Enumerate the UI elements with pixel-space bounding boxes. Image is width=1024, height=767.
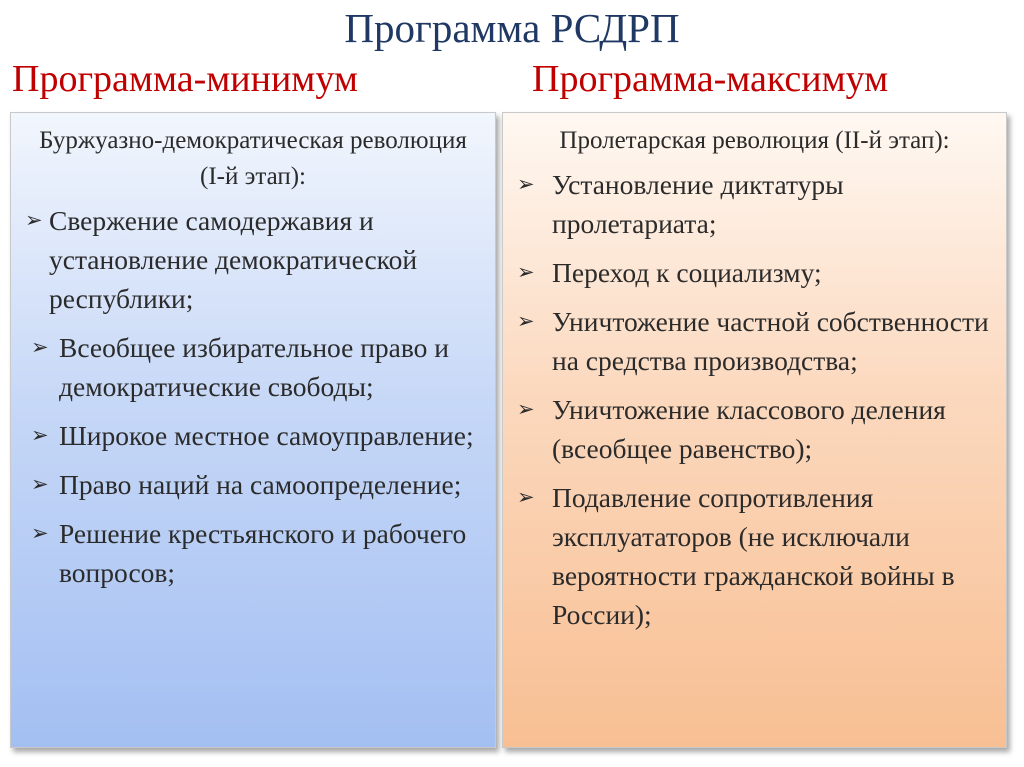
list-item	[517, 253, 992, 292]
list-item-text: Право наций на самоопределение;	[59, 469, 462, 500]
slide-title: Программа РСДРП	[344, 5, 680, 51]
arrow-bullet-icon: ➢	[31, 472, 49, 496]
list-item	[25, 201, 481, 318]
arrow-bullet-icon: ➢	[517, 172, 535, 196]
arrow-bullet-icon: ➢	[31, 423, 49, 447]
list-item-text: Решение крестьянского и рабочего вопросов;	[59, 518, 467, 588]
list-item-text: Уничтожение классового деления (всеобщее равенство);	[552, 394, 946, 464]
list-item	[25, 465, 481, 504]
minimum-program-heading: Программа-минимум	[12, 58, 358, 100]
list-item	[25, 514, 481, 592]
list-item-text: Установление диктатуры пролетариата;	[552, 169, 844, 239]
list-item-text: Уничтожение частной собственности на средства производства;	[552, 306, 989, 376]
maximum-program-list	[517, 165, 992, 634]
list-item	[517, 390, 992, 468]
maximum-program-subtitle: Пролетарская революция (II-й этап):	[559, 127, 950, 154]
minimum-program-list	[25, 201, 481, 592]
list-item	[517, 478, 992, 634]
arrow-bullet-icon: ➢	[31, 335, 49, 359]
minimum-program-subtitle: Буржуазно-демократическая революция (I-й этап):	[39, 127, 467, 190]
list-item	[517, 165, 992, 243]
list-item	[25, 328, 481, 406]
arrow-bullet-icon: ➢	[517, 309, 535, 333]
list-item-text: Всеобщее избирательное право и демократические свободы;	[59, 332, 450, 402]
arrow-bullet-icon: ➢	[517, 485, 535, 509]
list-item-text: Широкое местное самоуправление;	[59, 420, 474, 451]
list-item-text: Подавление сопротивления эксплуататоров (не исключали вероятности гражданской войны в России);	[552, 482, 955, 630]
arrow-bullet-icon: ➢	[517, 260, 535, 284]
list-item-text: Переход к социализму;	[552, 257, 822, 288]
maximum-program-panel	[502, 112, 1007, 748]
list-item-text: Свержение самодержавия и установление демократической республики;	[49, 205, 418, 314]
arrow-bullet-icon: ➢	[31, 521, 49, 545]
minimum-program-panel	[10, 112, 496, 748]
arrow-bullet-icon: ➢	[517, 397, 535, 421]
list-item	[25, 416, 481, 455]
list-item	[517, 302, 992, 380]
maximum-program-heading: Программа-максимум	[532, 58, 889, 100]
arrow-bullet-icon: ➢	[25, 208, 43, 232]
